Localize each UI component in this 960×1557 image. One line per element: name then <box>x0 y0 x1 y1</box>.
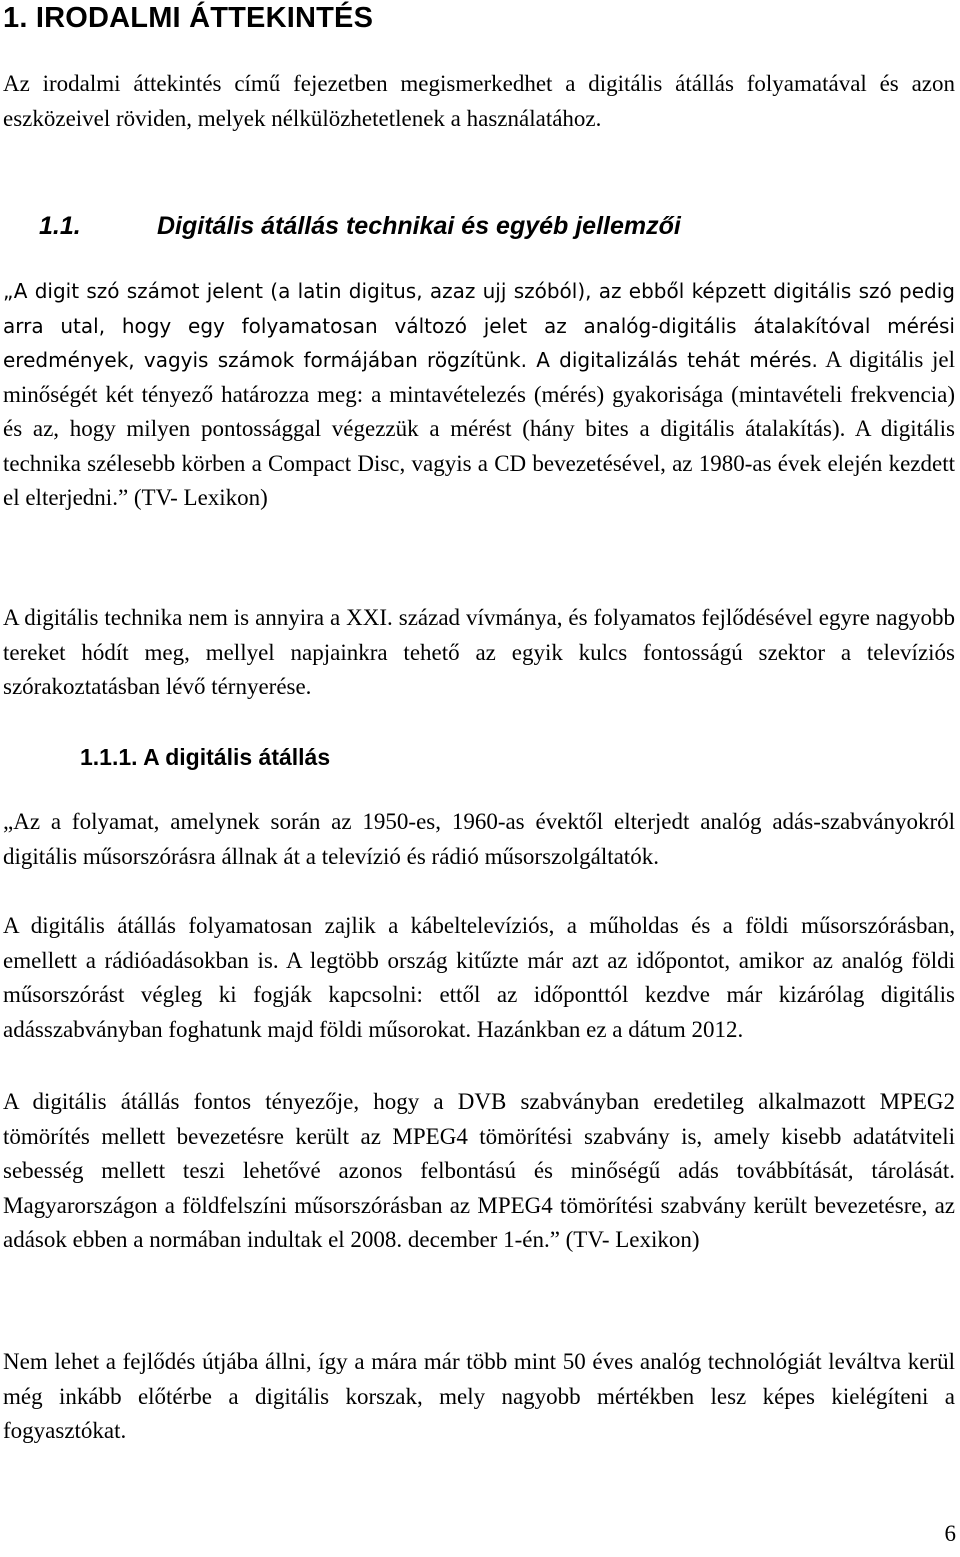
transition-paragraph: A digitális átállás folyamatosan zajlik a kábeltelevíziós, a műholdas és a földi műsorszórásban, emellett a rádióadásokban is. A legtöbb ország kitűzte már azt az időpontot, amikor az analóg földi műsorszórást végleg ki fogják kapcsolni: ettől az időponttól kezdve már kizárólag digitális adásszabványban foghatunk majd földi műsorokat. Hazánkban ez a dátum 2012. <box>3 913 955 1042</box>
intro-paragraph: Az irodalmi áttekintés című fejezetben megismerkedhet a digitális átállás folyamatával és azon eszközeivel röviden, melyek nélkülözhetetlenek a használatához. <box>3 71 955 131</box>
section-title: Digitális átállás technikai és egyéb jellemzői <box>157 212 681 240</box>
subsection-title: A digitális átállás <box>143 744 331 770</box>
conclusion-paragraph: Nem lehet a fejlődés útjába állni, így a mára már több mint 50 éves analóg technológiát leváltva kerül még inkább előtérbe a digitális korszak, mely nagyobb mértékben lesz képes kielégíteni a fogyasztókat. <box>3 1349 955 1443</box>
section-heading <box>39 212 681 241</box>
subsection-number: 1.1.1. <box>80 744 138 770</box>
dvb-paragraph: A digitális átállás fontos tényezője, hogy a DVB szabványban eredetileg alkalmazott MPEG2 tömörítés mellett bevezetésre került az MPEG4 tömörítési szabvány is, amely kisebb adatátviteli sebesség mellett teszi lehetővé azonos felbontású és minőségű adás továbbítását, tárolását. Magyarországon a földfelszíni műsorszórásban az MPEG4 tömörítési szabvány került bevezetésre, az adások ebben a normában indultak el 2008. december 1-én.” (TV- Lexikon) <box>3 1089 955 1252</box>
page-number: 6 <box>944 1521 956 1546</box>
digit-paragraph <box>3 274 955 516</box>
subsection-heading <box>80 744 330 771</box>
digit-paragraph-serif-part: A digitális jel minőségét két tényező határozza meg: a mintavételezés (mérés) gyakorisága (mintavételi frekvencia) és az, hogy milyen pontossággal végezzük a mérést (hány bites a digitális átalakítás). A digitális technika szélesebb körben a Compact Disc, vagyis a CD bevezetésével, az 1980-as évek elején kezdett el elterjedni.” (TV- Lexikon) <box>3 347 956 510</box>
section-number: 1.1. <box>39 212 81 240</box>
chapter-heading: 1. IRODALMI ÁTTEKINTÉS <box>3 2 374 34</box>
process-paragraph: „Az a folyamat, amelynek során az 1950-es, 1960-as évektől elterjedt analóg adás-szabványokról digitális műsorszórásra állnak át a televízió és rádió műsorszolgáltatók. <box>3 809 955 869</box>
digit-paragraph-sans-part: „A digit szó számot jelent (a latin digitus, azaz ujj szóból), az ebből képzett digitális szó pedig arra utal, hogy egy folyamatosan változó jelet az analóg-digitális átalakítóval mérési eredmények, vagyis számok formájában rögzítünk. A digitalizálás tehát mérés. <box>3 279 955 372</box>
xxi-century-paragraph: A digitális technika nem is annyira a XXI. század vívmánya, és folyamatos fejlődésével egyre nagyobb tereket hódít meg, mellyel napjainkra tehető az egyik kulcs fontosságú szektor a televíziós szórakoztatásban lévő térnyerése. <box>3 605 955 699</box>
